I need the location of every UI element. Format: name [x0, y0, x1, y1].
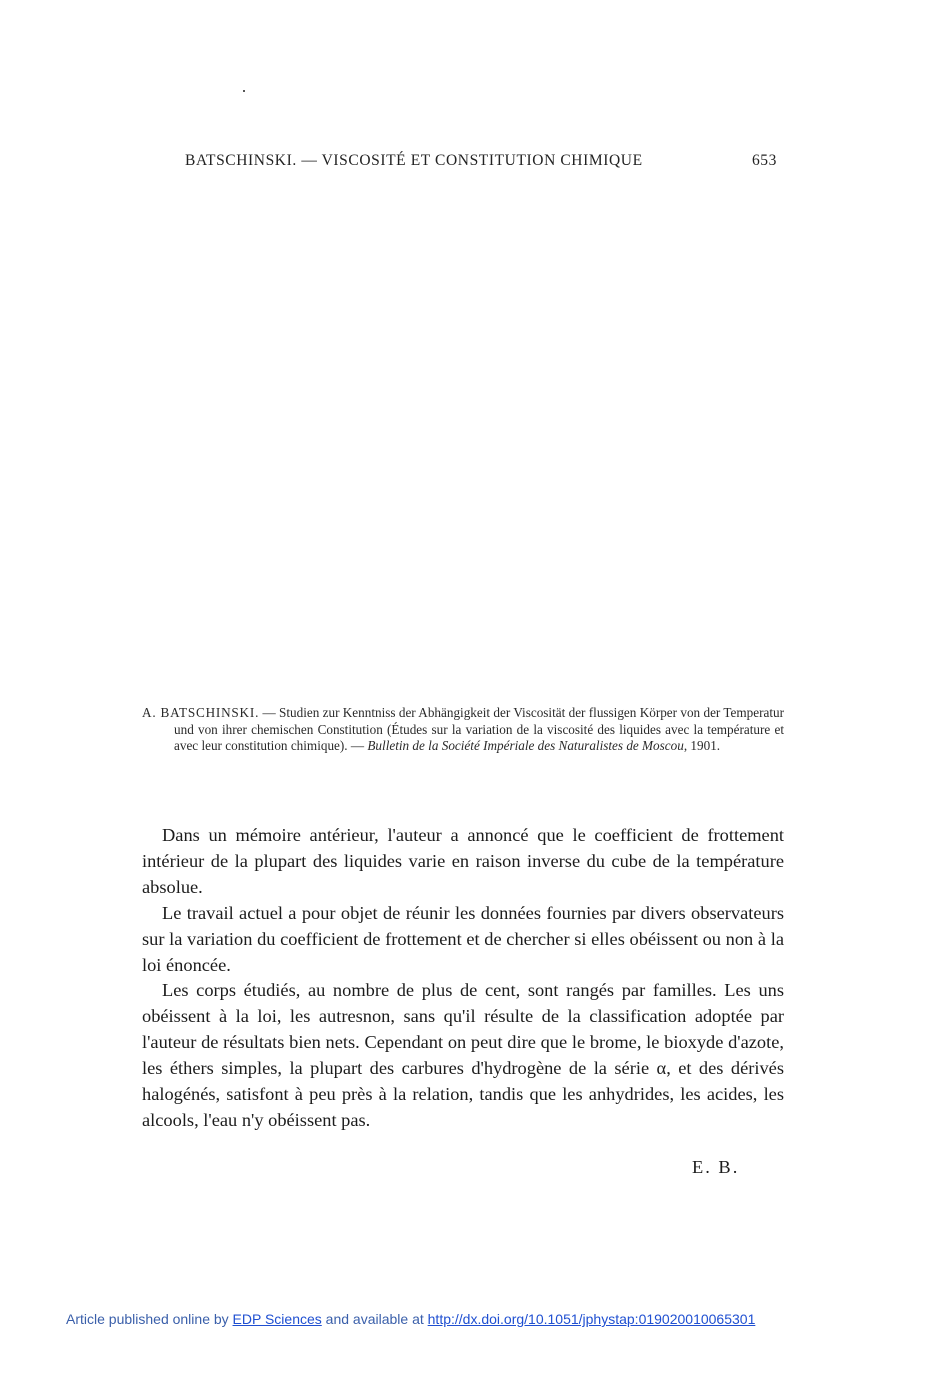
- article-body: [142, 823, 784, 1134]
- reference-title: — Studien zur Kenntniss der Abhängigkeit der Viscosität der flussigen Körper von der Temperatur und von ihrer chemischen Constitution (Études sur la variation de la viscosité des liquides avec la température et avec leur constitution chimique). —: [174, 705, 784, 754]
- running-head: [185, 152, 777, 174]
- reference-author: A. BATSCHINSKI.: [142, 705, 260, 720]
- edp-sciences-link[interactable]: EDP Sciences: [232, 1311, 322, 1327]
- footer-prefix: Article published online by: [66, 1311, 233, 1327]
- publication-footer: [66, 1311, 866, 1327]
- page-number: 653: [751, 152, 777, 169]
- stray-dot: [243, 90, 245, 92]
- reference-journal: Bulletin de la Société Impériale des Naturalistes de Moscou: [367, 738, 684, 754]
- paragraph-2: Le travail actuel a pour objet de réunir les données fournies par divers observateurs sur la variation du coefficient de frottement et de chercher si elles obéissent ou non à la loi énoncée.: [142, 902, 784, 975]
- bibliographic-reference: [142, 705, 784, 755]
- reference-entry: [142, 705, 784, 755]
- author-initials: E. B.: [692, 1157, 740, 1177]
- reference-year: , 1901.: [683, 738, 721, 754]
- paragraph-1: Dans un mémoire antérieur, l'auteur a annoncé que le coefficient de frottement intérieur de la plupart des liquides varie en raison inverse du cube de la température absolue.: [142, 825, 784, 897]
- footer-middle: and available at: [321, 1311, 428, 1327]
- paragraph-3: Les corps étudiés, au nombre de plus de cent, sont rangés par familles. Les uns obéissent à la loi, les autresnon, sans qu'il résulte de la classification adoptée par l'auteur de résultats bien nets. Cependant on peut dire que le brome, le bioxyde d'azote, les éthers simples, la plupart des carbures d'hydrogène de la série α, et des dérivés halogénés, satisfont à peu près à la relation, tandis que les anhydrides, les acides, les alcools, l'eau n'y obéissent pas.: [142, 980, 784, 1130]
- running-head-title: BATSCHINSKI. — VISCOSITÉ ET CONSTITUTION CHIMIQUE: [185, 152, 643, 169]
- doi-link[interactable]: http://dx.doi.org/10.1051/jphystap:019020010065301: [427, 1311, 756, 1327]
